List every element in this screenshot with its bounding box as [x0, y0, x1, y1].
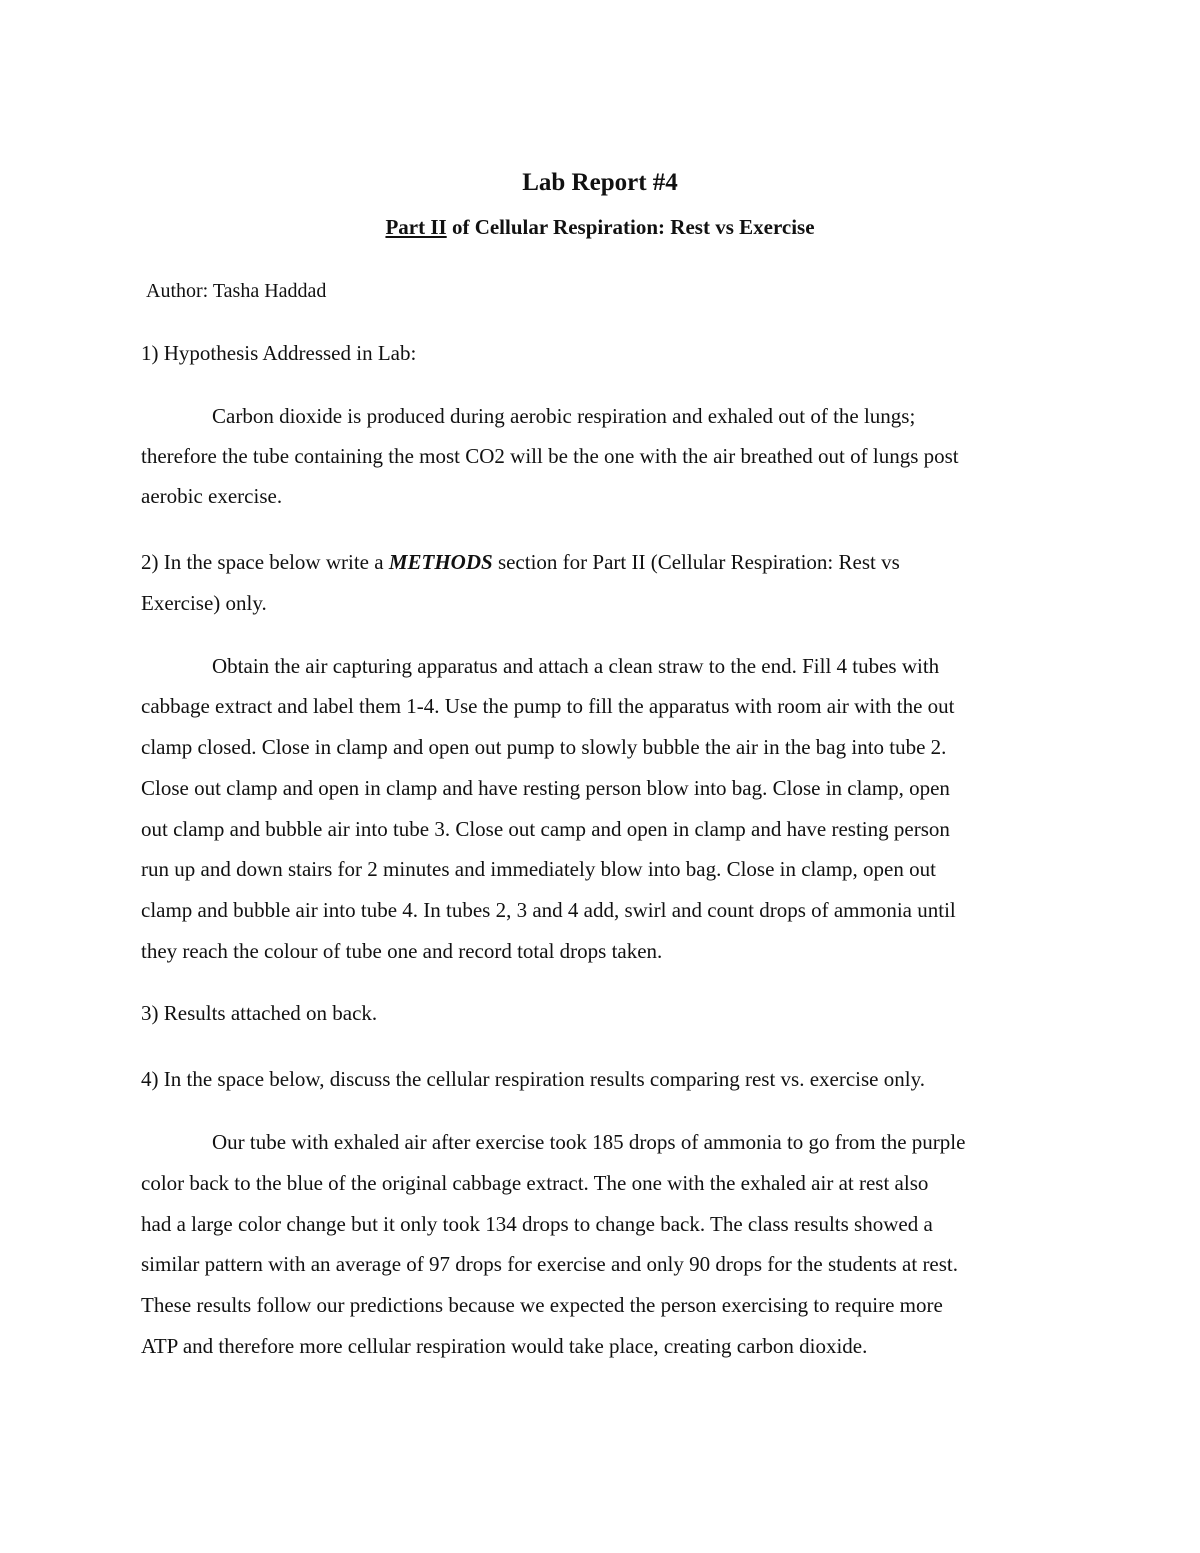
q4-line: color back to the blue of the original cabbage extract. The one with the exhaled air at rest also	[141, 1171, 929, 1195]
q2-line: Obtain the air capturing apparatus and attach a clean straw to the end. Fill 4 tubes with	[212, 654, 940, 678]
subtitle-part: Part II	[385, 215, 447, 239]
author-line: Author: Tasha Haddad	[146, 280, 327, 302]
q4-line: ATP and therefore more cellular respiration would take place, creating carbon dioxide.	[141, 1334, 868, 1358]
q2-line: clamp closed. Close in clamp and open out pump to slowly bubble the air in the bag into tube 2.	[141, 735, 947, 759]
q1-line: aerobic exercise.	[141, 484, 283, 508]
q2-line: out clamp and bubble air into tube 3. Close out camp and open in clamp and have resting person	[141, 817, 950, 841]
report-title: Lab Report #4	[522, 169, 678, 196]
q4-line: had a large color change but it only took 134 drops to change back. The class results showed a	[141, 1212, 933, 1236]
q2-line: Close out clamp and open in clamp and have resting person blow into bag. Close in clamp, open	[141, 776, 950, 800]
report-subtitle	[0, 212, 1200, 242]
q1-line: Carbon dioxide is produced during aerobic respiration and exhaled out of the lungs;	[212, 404, 916, 428]
q2-line: run up and down stairs for 2 minutes and immediately blow into bag. Close in clamp, open out	[141, 857, 936, 881]
subtitle-rest: of Cellular Respiration: Rest vs Exercise	[446, 215, 815, 239]
q4-line: Our tube with exhaled air after exercise took 185 drops of ammonia to go from the purple	[212, 1130, 966, 1154]
q2-line: cabbage extract and label them 1-4. Use the pump to fill the apparatus with room air with the out	[141, 694, 955, 718]
q4-line: These results follow our predictions because we expected the person exercising to require more	[141, 1293, 943, 1317]
q2-line: they reach the colour of tube one and record total drops taken.	[141, 939, 663, 963]
q2-line: clamp and bubble air into tube 4. In tubes 2, 3 and 4 add, swirl and count drops of ammonia until	[141, 898, 956, 922]
q2-heading-before: 2) In the space below write a	[141, 550, 389, 574]
q2-heading-after: section for Part II (Cellular Respiration: Rest vs	[492, 550, 900, 574]
q3-heading: 3) Results attached on back.	[141, 1001, 378, 1025]
q2-heading	[141, 547, 900, 577]
q1-line: therefore the tube containing the most CO2 will be the one with the air breathed out of lungs post	[141, 444, 959, 468]
q4-heading: 4) In the space below, discuss the cellular respiration results comparing rest vs. exercise only.	[141, 1067, 925, 1091]
q2-heading-line2: Exercise) only.	[141, 591, 267, 615]
q4-line: similar pattern with an average of 97 drops for exercise and only 90 drops for the students at rest.	[141, 1252, 959, 1276]
methods-emphasis: METHODS	[388, 550, 493, 574]
q1-heading: 1) Hypothesis Addressed in Lab:	[141, 341, 417, 365]
